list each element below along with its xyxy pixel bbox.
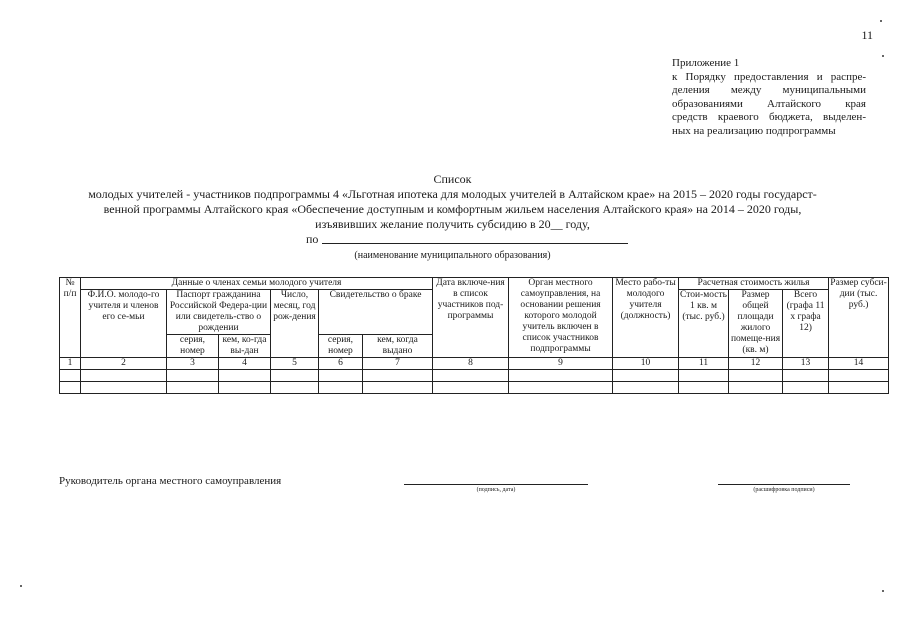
- table-row[interactable]: [60, 370, 889, 382]
- column-number: 9: [509, 358, 613, 370]
- header-marriage-issued: кем, когда выдано: [363, 335, 433, 358]
- header-passport-issued: кем, ко-гда вы-дан: [219, 335, 271, 358]
- header-fio: Ф.И.О. молодо-го учителя и членов его се-мьи: [81, 290, 167, 358]
- teachers-table: [59, 277, 889, 394]
- header-passport: Паспорт гражданина Российской Федера-ции или свидетель-ство о рождении: [167, 290, 271, 335]
- municipality-fill-line[interactable]: [322, 243, 628, 244]
- signature-caption: (подпись, дата): [476, 487, 516, 493]
- appendix-line: образованиями Алтайского края: [672, 97, 866, 110]
- header-workplace: Место рабо-ты молодого учителя (должность): [613, 278, 679, 358]
- scan-speck: [20, 585, 22, 587]
- header-cost: Расчетная стоимость жилья: [679, 278, 829, 290]
- appendix-block: [672, 57, 866, 138]
- column-number: 2: [81, 358, 167, 370]
- column-number: 8: [433, 358, 509, 370]
- doc-subtitle-2: венной программы Алтайского края «Обеспечение доступным и комфортным жильем населения Алтайского края» на 2014 – 2020 годы,: [103, 202, 802, 216]
- column-number: 12: [729, 358, 783, 370]
- column-number: 6: [319, 358, 363, 370]
- name-decode-caption: (расшифровка подписи): [753, 487, 815, 493]
- header-family: Данные о членах семьи молодого учителя: [81, 278, 433, 290]
- column-number: 4: [219, 358, 271, 370]
- scan-speck: [880, 20, 882, 22]
- signature-line[interactable]: [404, 484, 588, 485]
- doc-title: Список: [433, 172, 472, 186]
- header-passport-series: серия, номер: [167, 335, 219, 358]
- header-organ: Орган местного самоуправления, на основании решения которого молодой учитель включен в список участников подпрограммы: [509, 278, 613, 358]
- column-number: 13: [783, 358, 829, 370]
- appendix-line: ных на реализацию подпрограммы: [672, 124, 836, 137]
- table-row[interactable]: [60, 382, 889, 394]
- doc-subtitle-3: изъявивших желание получить субсидию в 20__ году,: [315, 217, 590, 231]
- column-number: 5: [271, 358, 319, 370]
- header-number: № п/п: [60, 278, 81, 358]
- column-number: 11: [679, 358, 729, 370]
- scan-speck: [882, 55, 884, 57]
- header-birthdate: Число, месяц, год рож-дения: [271, 290, 319, 358]
- column-number: 14: [829, 358, 889, 370]
- column-number: 10: [613, 358, 679, 370]
- column-numbers-row: [60, 358, 889, 370]
- po-label: по: [306, 232, 319, 246]
- column-number: 3: [167, 358, 219, 370]
- page-number: 11: [861, 28, 873, 42]
- header-area: Размер общей площади жилого помеще-ния (кв. м): [729, 290, 783, 358]
- header-total: Всего (графа 11 x графа 12): [783, 290, 829, 358]
- appendix-line: средств краевого бюджета, выделен-: [672, 111, 866, 123]
- header-subsidy: Размер субси-дии (тыс. руб.): [829, 278, 889, 358]
- appendix-line: к Порядку предоставления и распре-: [672, 70, 866, 83]
- column-number: 7: [363, 358, 433, 370]
- scan-speck: [882, 590, 884, 592]
- column-number: 1: [60, 358, 81, 370]
- header-marriage: Свидетельство о браке: [319, 290, 433, 335]
- appendix-title: Приложение 1: [672, 57, 740, 69]
- header-marriage-series: серия, номер: [319, 335, 363, 358]
- appendix-line: деления между муниципальными: [672, 84, 866, 96]
- header-date: Дата включе-ния в список участников под-программы: [433, 278, 509, 358]
- name-decode-line[interactable]: [718, 484, 850, 485]
- header-cost-per-m2: Стои-мость 1 кв. м (тыс. руб.): [679, 290, 729, 358]
- municipality-caption: (наименование муниципального образования): [354, 250, 551, 261]
- doc-subtitle-1: молодых учителей - участников подпрограммы 4 «Льготная ипотека для молодых учителей в Алтайском крае» на 2015 – 2020 годы государст-: [88, 187, 817, 201]
- signature-label: Руководитель органа местного самоуправления: [59, 475, 282, 487]
